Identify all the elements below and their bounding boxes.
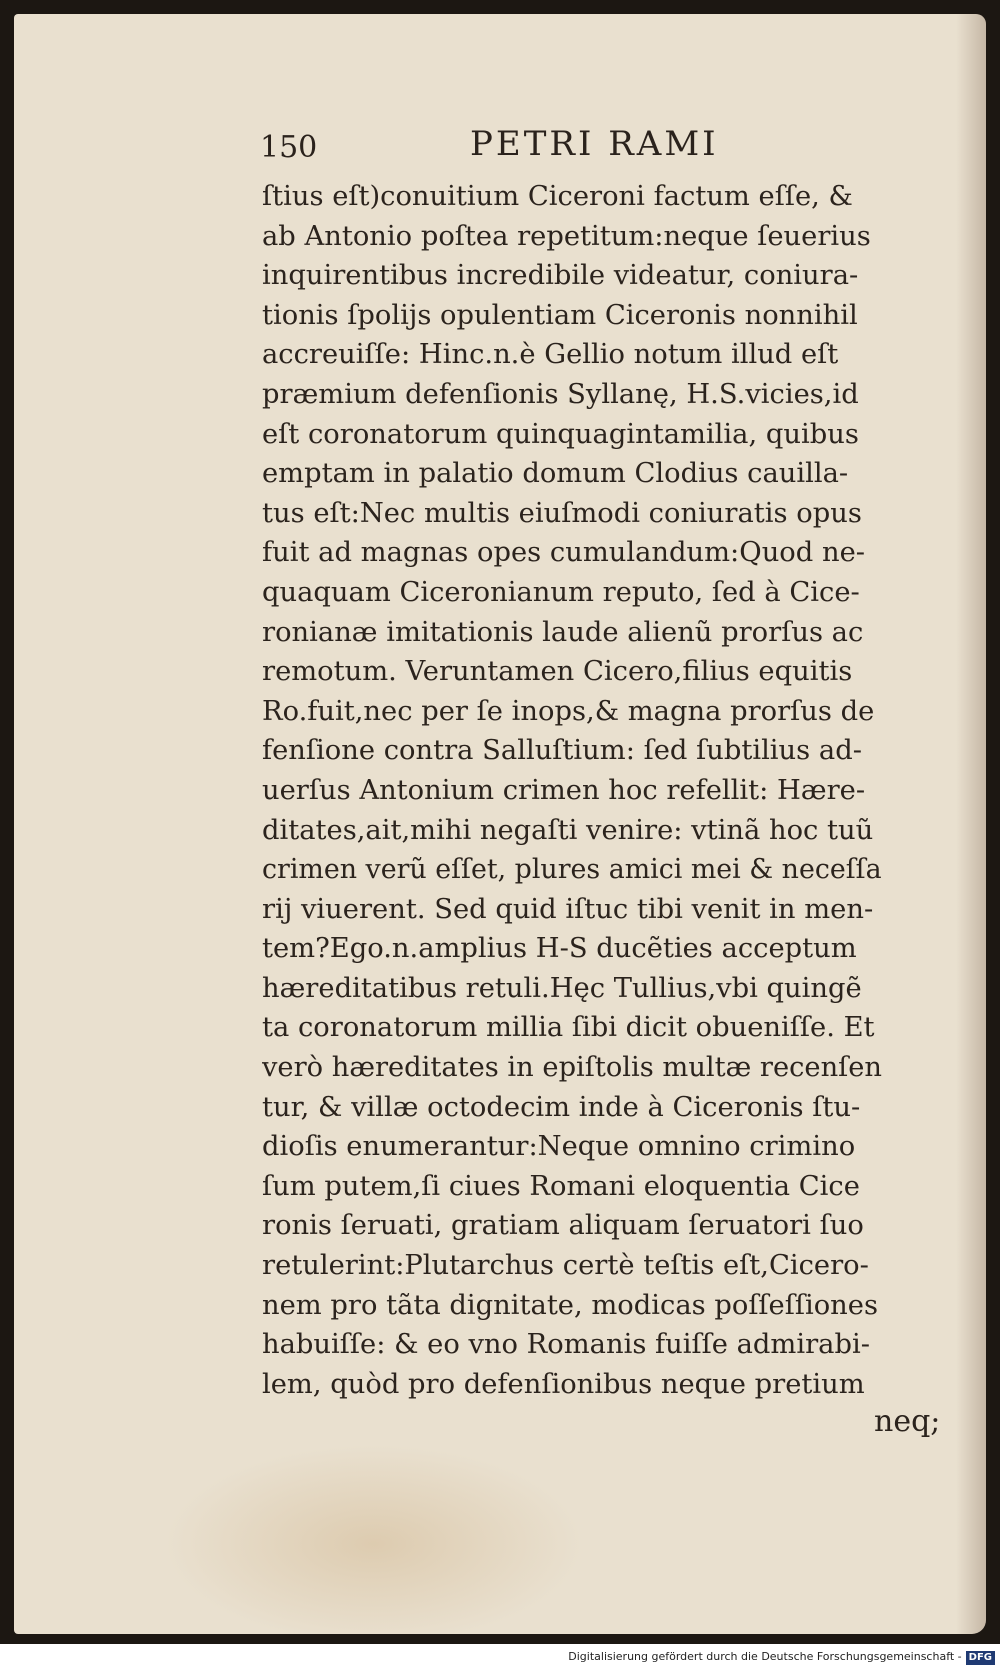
text-line: lem, quòd pro defenſionibus neque pretium (262, 1368, 865, 1400)
text-line: emptam in palatio domum Clodius cauilla- (262, 458, 849, 490)
text-line: præmium defenſionis Syllanę, H.S.vicies,id (262, 378, 859, 410)
text-line: tem?Ego.n.amplius H-S ducẽties acceptum (262, 933, 857, 965)
text-line: ta coronatorum millia ſibi dicit obueniſſe. Et (262, 1012, 875, 1044)
text-line: dioſis enumerantur:Neque omnino crimino (262, 1131, 856, 1163)
running-head: PETRI RAMI (470, 124, 719, 164)
text-line: tur, & villæ octodecim inde à Ciceronis ſtu- (262, 1091, 861, 1123)
digitization-footer (0, 1648, 995, 1666)
text-line: ditates,ait,mihi negaſti venire: vtinã hoc tuũ (262, 814, 874, 846)
text-line: nem pro tãta dignitate, modicas poſſeſſiones (262, 1289, 879, 1321)
text-line: quaquam Ciceronianum reputo, ſed à Cice- (262, 576, 860, 608)
text-line: fuit ad magnas opes cumulandum:Quod ne- (262, 537, 865, 569)
text-line: ronis ſeruati, gratiam aliquam ſeruatori ſuo (262, 1210, 864, 1242)
text-line: tionis ſpolijs opulentiam Ciceronis nonnihil (262, 299, 858, 331)
text-line: eſt coronatorum quinquagintamilia, quibus (262, 418, 859, 450)
text-line: uerſus Antonium crimen hoc refellit: Hære- (262, 774, 866, 806)
text-line: fenſione contra Salluſtium: ſed ſubtilius ad- (262, 735, 862, 767)
text-line: ſum putem,ſi ciues Romani eloquentia Cice (262, 1170, 860, 1202)
page-header (260, 124, 820, 174)
text-line: crimen verũ eſſet, plures amici mei & neceſſa (262, 854, 882, 886)
water-stain (164, 1444, 584, 1634)
text-line: verò hæreditates in epiſtolis multæ recenſen (262, 1052, 882, 1084)
dfg-logo-icon: DFG (966, 1651, 995, 1665)
page-gutter-shadow (956, 14, 986, 1634)
text-line: ſtius eſt)conuitium Ciceroni factum eſſe, & (262, 181, 853, 212)
book-page (14, 14, 986, 1634)
catchword: neq; (874, 1404, 941, 1439)
text-line: tus eſt:Nec multis eiuſmodi coniuratis opus (262, 497, 862, 529)
body-text (262, 177, 942, 1404)
text-line: remotum. Veruntamen Cicero,filius equitis (262, 656, 853, 688)
text-line: retulerint:Plutarchus certè teſtis eſt,Cicero- (262, 1250, 869, 1282)
text-line: ab Antonio poſtea repetitum:neque ſeuerius (262, 220, 871, 252)
text-line: ronianæ imitationis laude alienũ prorſus ac (262, 616, 864, 648)
page-number: 150 (260, 130, 318, 165)
text-line: habuiſſe: & eo vno Romanis fuiſſe admirabi- (262, 1329, 870, 1361)
text-line: Ro.fuit,nec per ſe inops,& magna prorſus de (262, 695, 875, 727)
text-line: rij viuerent. Sed quid iſtuc tibi venit in men- (262, 893, 874, 925)
text-line: accreuiſſe: Hinc.n.è Gellio notum illud eſt (262, 339, 839, 371)
text-line: hæreditatibus retuli.Hęc Tullius,vbi quingẽ (262, 972, 862, 1004)
footer-credit: Digitalisierung gefördert durch die Deutsche Forschungsgemeinschaft - (568, 1650, 962, 1663)
text-line: inquirentibus incredibile videatur, coniura- (262, 260, 859, 292)
